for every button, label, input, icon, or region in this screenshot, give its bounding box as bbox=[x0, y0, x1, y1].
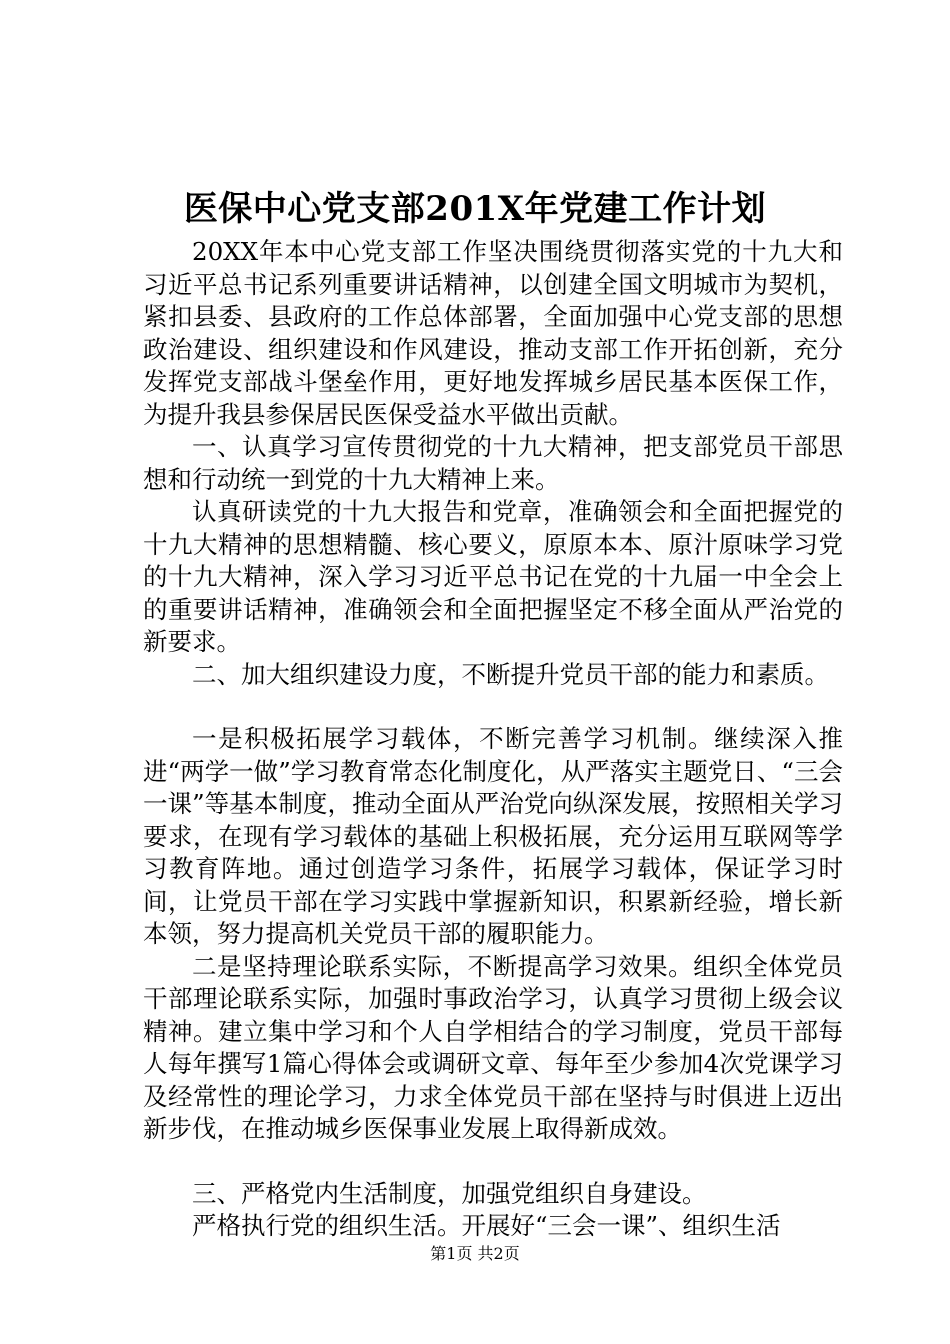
paragraph-intro: 20XX年本中心党支部工作坚决围绕贯彻落实党的十九大和习近平总书记系列重要讲话精神，以创建全国文明城市为契机，紧扣县委、县政府的工作总体部署，全面加强中心党支部的思想政治建设、组织建设和作风建设，推动支部工作开拓创新，充分发挥党支部战斗堡垒作用，更好地发挥城乡居民基本医保工作，为提升我县参保居民医保受益水平做出贡献。 bbox=[143, 237, 843, 429]
document-body bbox=[143, 236, 843, 1243]
paragraph-section-one: 认真研读党的十九大报告和党章，准确领会和全面把握党的十九大精神的思想精髓、核心要义，原原本本、原汁原味学习党的十九大精神，深入学习习近平总书记在党的十九届一中全会上的重要讲话精神，准确领会和全面把握坚定不移全面从严治党的新要求。 bbox=[143, 497, 843, 656]
heading-section-three: 三、严格党内生活制度，加强党组织自身建设。 bbox=[192, 1178, 707, 1208]
heading-section-one: 一、认真学习宣传贯彻党的十九大精神，把支部党员干部思想和行动统一到党的十九大精神上来。 bbox=[143, 432, 843, 494]
paragraph-spacer bbox=[143, 1146, 843, 1178]
paragraph-section-two-item-one: 一是积极拓展学习载体，不断完善学习机制。继续深入推进“两学一做”学习教育常态化制度化，从严落实主题党日、“三会一课”等基本制度，推动全面从严治党向纵深发展，按照相关学习要求，在现有学习载体的基础上积极拓展，充分运用互联网等学习教育阵地。通过创造学习条件，拓展学习载体，保证学习时间，让党员干部在学习实践中掌握新知识，积累新经验，增长新本领，努力提高机关党员干部的履职能力。 bbox=[143, 724, 843, 948]
paragraph-spacer bbox=[143, 691, 843, 723]
page-number-footer: 第1页 共2页 bbox=[430, 1244, 520, 1263]
paragraph-section-two-item-two: 二是坚持理论联系实际，不断提高学习效果。组织全体党员干部理论联系实际，加强时事政治学习，认真学习贯彻上级会议精神。建立集中学习和个人自学相结合的学习制度，党员干部每人每年撰写1篇心得体会或调研文章、每年至少参加4次党课学习及经常性的理论学习，力求全体党员干部在坚持与时俱进上迈出新步伐，在推动城乡医保事业发展上取得新成效。 bbox=[143, 951, 843, 1143]
paragraph-section-three: 严格执行党的组织生活。开展好“三会一课”、组织生活 bbox=[192, 1211, 781, 1240]
heading-section-two: 二、加大组织建设力度，不断提升党员干部的能力和素质。 bbox=[192, 659, 829, 689]
document-title: 医保中心党支部201X年党建工作计划 bbox=[183, 189, 767, 229]
